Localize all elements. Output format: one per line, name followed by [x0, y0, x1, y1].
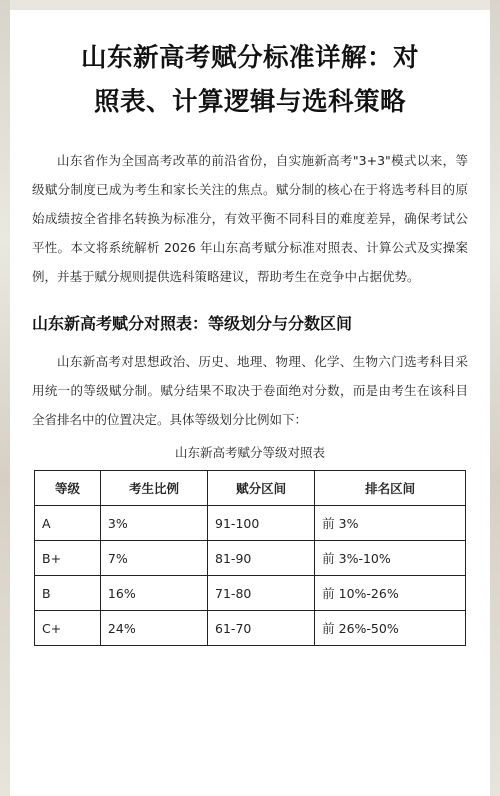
- cell-grade: A: [35, 506, 101, 541]
- cell-ratio: 3%: [100, 506, 207, 541]
- article-title-line2: 照表、计算逻辑与选科策略: [93, 87, 406, 117]
- cell-score-range: 71-80: [208, 576, 315, 611]
- table-row: [35, 506, 466, 541]
- cell-rank-range: 前 26%-50%: [315, 611, 466, 646]
- table-row: [35, 576, 466, 611]
- paper-edge-left: [0, 0, 10, 796]
- header-grade: 等级: [35, 471, 101, 506]
- intro-paragraph: 山东省作为全国高考改革的前沿省份，自实施新高考"3+3"模式以来，等级赋分制度已成为考生和家长关注的焦点。赋分制的核心在于将选考科目的原始成绩按全省排名转换为标准分，有效平衡不同科目的难度差异，确保考试公平性。本文将系统解析 2026 年山东高考赋分标准对照表、计算公式及实操案例，并基于赋分规则提供选科策略建议，帮助考生在竞争中占据优势。: [32, 153, 468, 284]
- cell-grade: B: [35, 576, 101, 611]
- article-page[interactable]: [10, 10, 490, 796]
- paper-edge-right: [490, 0, 500, 796]
- section-paragraph: 山东新高考对思想政治、历史、地理、物理、化学、生物六门选考科目采用统一的等级赋分制。赋分结果不取决于卷面绝对分数，而是由考生在该科目全省排名中的位置决定。具体等级划分比例如下：: [32, 354, 468, 427]
- table-row: [35, 541, 466, 576]
- article-title-line1: 山东新高考赋分标准详解：对: [80, 43, 419, 73]
- cell-rank-range: 前 10%-26%: [315, 576, 466, 611]
- cell-grade: C+: [35, 611, 101, 646]
- article-title: [32, 36, 468, 124]
- cell-ratio: 24%: [100, 611, 207, 646]
- cell-ratio: 7%: [100, 541, 207, 576]
- cell-rank-range: 前 3%: [315, 506, 466, 541]
- table-caption: 山东新高考赋分等级对照表: [174, 445, 325, 460]
- grade-table: [34, 470, 466, 646]
- cell-score-range: 91-100: [208, 506, 315, 541]
- cell-grade: B+: [35, 541, 101, 576]
- table-header-row: [35, 471, 466, 506]
- table-row: [35, 611, 466, 646]
- cell-score-range: 81-90: [208, 541, 315, 576]
- header-ratio: 考生比例: [100, 471, 207, 506]
- section-heading: 山东新高考赋分对照表：等级划分与分数区间: [32, 314, 353, 333]
- header-rank-range: 排名区间: [315, 471, 466, 506]
- cell-score-range: 61-70: [208, 611, 315, 646]
- cell-rank-range: 前 3%-10%: [315, 541, 466, 576]
- cell-ratio: 16%: [100, 576, 207, 611]
- header-score-range: 赋分区间: [208, 471, 315, 506]
